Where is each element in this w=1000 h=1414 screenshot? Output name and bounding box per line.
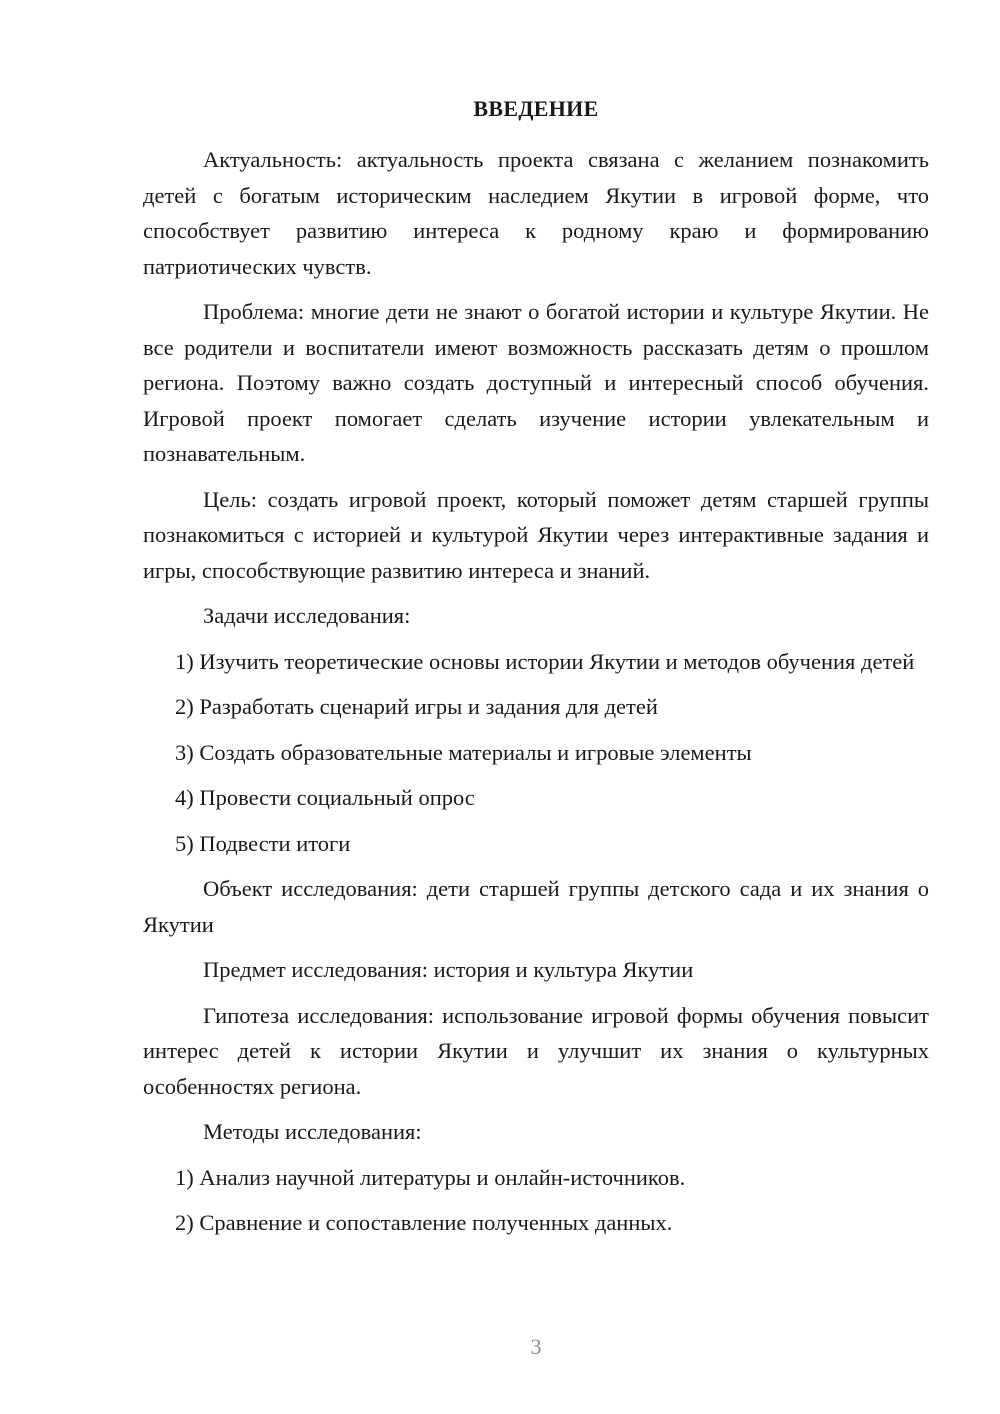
paragraph-object: Объект исследования: дети старшей группы детского сада и их знания о Якутии <box>143 876 929 937</box>
tasks-title: Задачи исследования: <box>203 603 411 628</box>
page-number: 3 <box>530 1334 542 1359</box>
paragraph-subject: Предмет исследования: история и культура Якутии <box>203 957 694 982</box>
task-item-1: 1) Изучить теоретические основы истории Якутии и методов обучения детей <box>175 648 915 674</box>
task-item-4: 4) Провести социальный опрос <box>175 785 475 810</box>
paragraph-goal: Цель: создать игровой проект, который поможет детям старшей группы познакомиться с историей и культурой Якутии через интерактивные задания и игры, способствующие развитию интереса и знаний. <box>143 486 929 583</box>
method-item-2: 2) Сравнение и сопоставление полученных данных. <box>175 1210 673 1235</box>
methods-title: Методы исследования: <box>203 1119 422 1144</box>
method-item-1: 1) Анализ научной литературы и онлайн-источников. <box>175 1164 686 1190</box>
section-heading: ВВЕДЕНИЕ <box>473 96 599 121</box>
task-item-5: 5) Подвести итоги <box>175 830 351 856</box>
task-item-3: 3) Создать образовательные материалы и игровые элементы <box>175 739 752 765</box>
paragraph-relevance: Актуальность: актуальность проекта связана с желанием познакомить детей с богатым историческим наследием Якутии в игровой форме, что способствует развитию интереса к родному краю и формированию патриотических чувств. <box>143 147 929 279</box>
paragraph-hypothesis: Гипотеза исследования: использование игровой формы обучения повысит интерес детей к истории Якутии и улучшит их знания о культурных особенностях региона. <box>143 1002 929 1099</box>
document-body <box>143 142 929 1251</box>
paragraph-problem: Проблема: многие дети не знают о богатой истории и культуре Якутии. Не все родители и воспитатели имеют возможность рассказать детям о прошлом региона. Поэтому важно создать доступный и интересный способ обучения. Игровой проект помогает сделать изучение истории увлекательным и познавательным. <box>143 299 929 466</box>
task-item-2: 2) Разработать сценарий игры и задания для детей <box>175 694 658 719</box>
